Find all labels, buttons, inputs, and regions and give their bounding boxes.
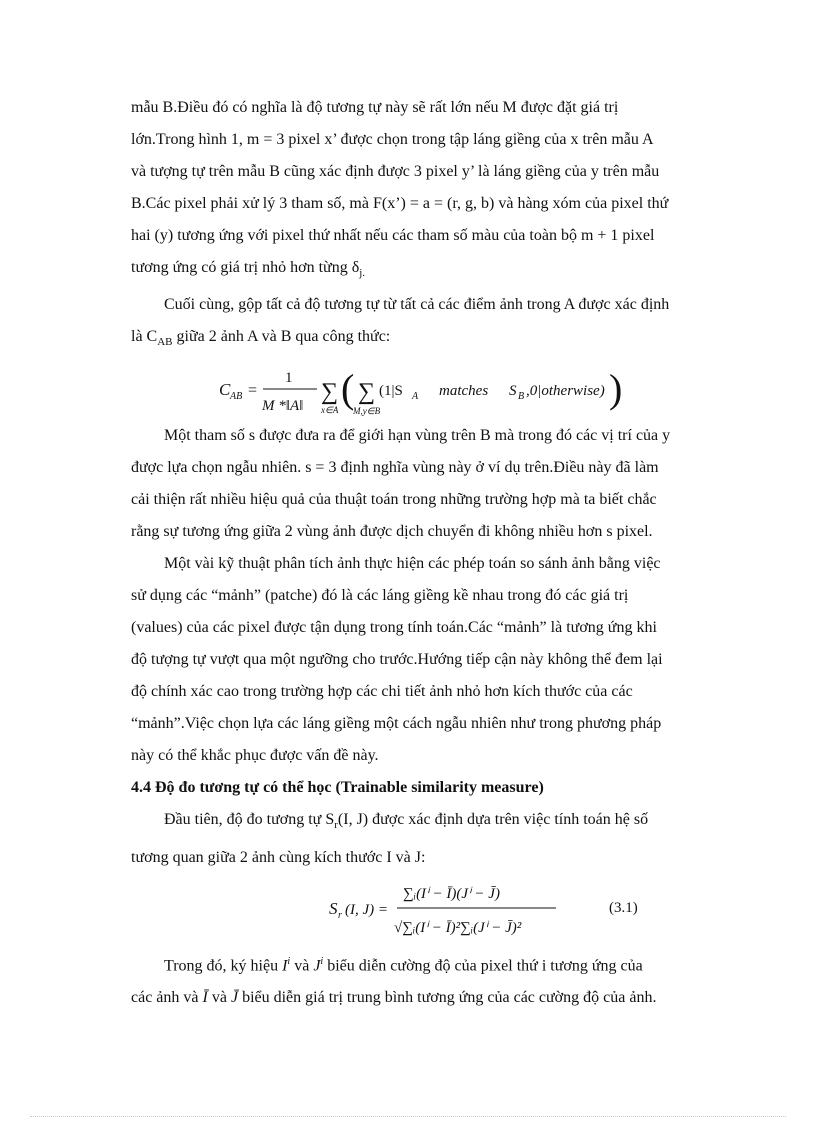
text-fragment: (I, J) được xác định dựa trên việc tính toán hệ số xyxy=(337,811,649,829)
equation-number: (3.1) xyxy=(609,899,638,916)
section-heading: 4.4 Độ đo tương tự có thể học (Trainable similarity measure) xyxy=(131,779,544,797)
text-line xyxy=(131,321,721,358)
text-line: rằng sự tương ứng giữa 2 vùng ảnh được dịch chuyển đi không nhiều hơn s pixel. xyxy=(131,523,653,541)
subscript: r xyxy=(334,819,338,832)
equation-sr xyxy=(131,874,721,946)
eq2-denominator: √∑ᵢ(Iⁱ − Ī)²∑ᵢ(Jⁱ − J̄)² xyxy=(394,919,522,936)
symbol-intensity-i: I xyxy=(282,956,288,974)
eq1-body: (1|S xyxy=(379,383,403,400)
text-line: lớn.Trong hình 1, m = 3 pixel x’ được chọn trong tập láng giềng của x trên mẫu A xyxy=(131,131,654,148)
text-column xyxy=(131,92,721,1014)
text-line xyxy=(131,252,721,289)
text-fragment: Cuối cùng, gộp tất cả độ tương tự từ tất cả các điểm ảnh trong A được xác định xyxy=(164,296,670,314)
paragraph-5 xyxy=(131,804,721,873)
text-fragment: các ảnh và xyxy=(131,988,199,1006)
text-fragment: Trong đó, ký hiệu xyxy=(164,956,279,974)
paragraph-4 xyxy=(131,548,721,772)
paragraph-1 xyxy=(131,92,721,289)
equation-cab xyxy=(131,358,721,420)
page-bottom-rule xyxy=(30,1116,786,1117)
text-line: “mảnh”.Việc chọn lựa các láng giềng một cách ngẫu nhiên như trong phương pháp xyxy=(131,715,662,733)
eq1-matches: matches xyxy=(439,383,489,400)
superscript: i xyxy=(320,955,324,967)
text-fragment: tương ứng có giá trị nhỏ hơn từng δ xyxy=(131,259,360,276)
text-fragment: và xyxy=(294,956,310,974)
text-fragment: và xyxy=(211,988,227,1006)
text-fragment: là C xyxy=(131,328,158,346)
eq1-sb-sub: B xyxy=(518,391,525,403)
text-line xyxy=(131,982,721,1014)
text-line: B.Các pixel phải xử lý 3 tham số, mà F(x’) = a = (r, g, b) và hàng xóm của pixel thứ xyxy=(131,195,669,212)
text-line: độ chính xác cao trong trường hợp các chi tiết ảnh nhỏ hơn kích thước của các xyxy=(131,683,633,701)
paragraph-3 xyxy=(131,420,721,548)
eq2-args: (I, J) = xyxy=(345,901,389,918)
text-fragment: giữa 2 ảnh A và B qua công thức: xyxy=(172,328,391,346)
eq1-lhs: C xyxy=(219,380,231,400)
paragraph-6 xyxy=(131,946,721,1014)
text-line: được lựa chọn ngẫu nhiên. s = 3 định nghĩa vùng này ở ví dụ trên.Điều này đã làm xyxy=(131,459,659,477)
eq1-numerator: 1 xyxy=(285,370,293,387)
eq1-sum1: ∑ xyxy=(321,379,339,406)
eq1-sum1-sub: x∈A xyxy=(321,405,339,416)
symbol-intensity-j: J xyxy=(313,956,321,974)
text-line: và tượng tự trên mẫu B cũng xác định được 3 pixel y’ là láng giềng của y trên mẫu xyxy=(131,163,660,180)
symbol-mean-j: J̄ xyxy=(230,988,239,1006)
eq1-sum2: ∑ xyxy=(358,379,376,406)
text-fragment: Một tham số s được đưa ra để giới hạn vùng trên B mà trong đó các vị trí của y xyxy=(164,427,671,445)
eq1-tail: ,0|otherwise) xyxy=(526,383,605,400)
eq1-paren-close: ) xyxy=(609,366,623,412)
text-line: độ tượng tự vượt qua một ngưỡng cho trước.Hướng tiếp cận này không thể đem lại xyxy=(131,651,663,669)
subscript: j. xyxy=(359,267,366,280)
eq2-numerator: ∑ᵢ(Iⁱ − Ī)(Jⁱ − J̄) xyxy=(403,885,500,902)
text-fragment: Một vài kỹ thuật phân tích ảnh thực hiện các phép toán so sánh ảnh bằng việc xyxy=(164,555,661,573)
text-line: cải thiện rất nhiều hiệu quả của thuật toán trong những trường hợp mà ta biết chắc xyxy=(131,491,657,509)
text-line: (values) của các pixel được tận dụng trong tính toán.Các “mảnh” là tương ứng khi xyxy=(131,619,657,637)
subscript: AB xyxy=(157,336,173,349)
eq1-sb: S xyxy=(509,383,517,400)
eq1-paren-open: ( xyxy=(341,366,355,412)
symbol-mean-i: Ī xyxy=(202,988,208,1006)
eq1-equals: = xyxy=(248,382,258,400)
text-line: tương quan giữa 2 ảnh cùng kích thước I và J: xyxy=(131,848,426,866)
eq2-lhs: S xyxy=(329,898,338,918)
eq1-denominator: M *‖A‖ xyxy=(262,398,304,415)
text-line: mẫu B.Điều đó có nghĩa là độ tương tự này sẽ rất lớn nếu M được đặt giá trị xyxy=(131,99,619,116)
equation-cab-svg xyxy=(131,358,721,420)
eq1-lhs-sub: AB xyxy=(230,391,243,403)
eq2-lhs-sub: r xyxy=(338,909,342,921)
text-fragment: Đầu tiên, độ đo tương tự S xyxy=(164,811,335,829)
text-fragment: biểu diễn cường độ của pixel thứ i tương ứng của xyxy=(327,956,643,974)
text-line: này có thể khắc phục được vấn đề này. xyxy=(131,747,379,765)
superscript: i xyxy=(287,955,291,967)
text-line: sử dụng các “mảnh” (patche) đó là các láng giềng kề nhau trong đó các giá trị xyxy=(131,587,629,605)
paragraph-2 xyxy=(131,289,721,358)
eq1-body-sub: A xyxy=(412,391,419,403)
eq1-sum2-sub: M,y∈B xyxy=(353,406,381,417)
text-line: hai (y) tương ứng với pixel thứ nhất nếu các tham số màu của toàn bộ m + 1 pixel xyxy=(131,227,655,244)
text-fragment: biểu diễn giá trị trung bình tương ứng của các cường độ của ảnh. xyxy=(242,988,657,1006)
